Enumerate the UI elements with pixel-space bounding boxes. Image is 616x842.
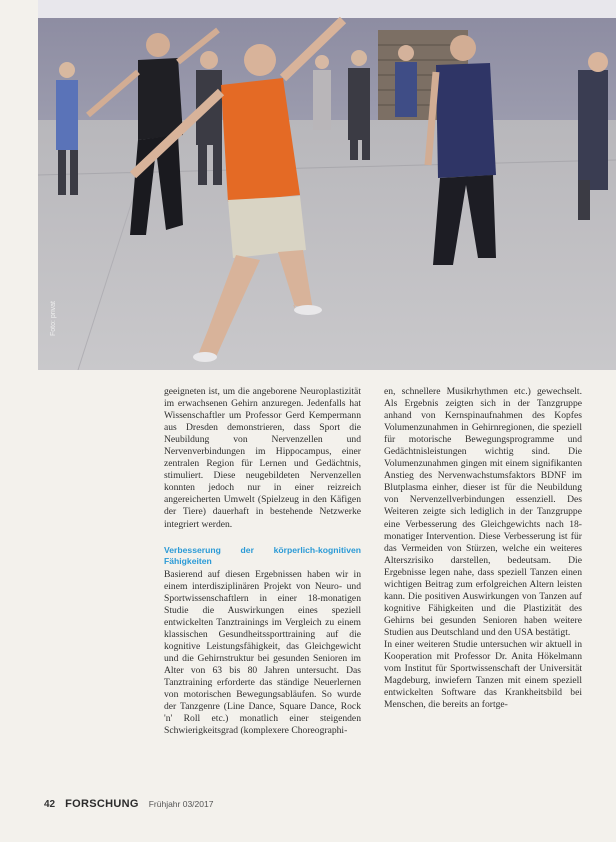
dance-class-photo [38, 0, 616, 370]
photo-illustration [38, 0, 616, 370]
article-column-left [164, 386, 361, 737]
article-paragraph: geeigneten ist, um die angeborene Neuroplastizität im erwachsenen Gehirn anzuregen. Jedenfalls hat Wissenschaftler um Professor Gerd Kempermann aus Dresden demonstrieren, dass Sport die Neubildung von Nervenzellen und Nervenverbindungen im Hippocampus, einer zentralen Region für Lernen und Gedächtnis, stimuliert. Diese neugebildeten Nervenzellen konnten jedoch nur in einer reizreich angereicherten Umwelt (Spielzeug in den Käfigen der Tiere) dauerhaft in bestehende Netzwerke integriert werden. [164, 386, 361, 530]
article-column-right [384, 386, 582, 711]
page-number: 42 [44, 799, 56, 810]
article-paragraph: In einer weiteren Studie untersuchen wir aktuell in Kooperation mit Professor Dr. Anita Hökelmann vom Institut für Sportwissenschaft der Universität Magdeburg, inwiefern Tanzen mit einem speziell entwickelten Software das Krankheitsbild bei Menschen, die bereits an fortge- [384, 638, 582, 711]
article-paragraph: en, schnellere Musikrhythmen etc.) gewechselt. Als Ergebnis zeigten sich in der Tanzgruppe anhand von Kernspinaufnahmen des Kopfes Volumenzunahmen in Gehirnregionen, die speziell für motorische Bewegungsprogramme und Gedächtnisleistungen wichtig sind. Die Volumenzunahmen gingen mit einem signifikanten Anstieg des Nervenwachstumsfaktors BDNF im Blutplasma einher, dieser ist für die Neubildung von Nervenzellverbindungen essenziell. Des Weiteren zeigte sich lediglich in der Tanzgruppe eine Verbesserung des Gleichgewichts nach 18-monatiger Intervention. Diese Verbesserung ist für das Vermeiden von Stürzen, welche ein weiteres Alterszrisiko darstellen, bedeutsam. Die Ergebnisse legen nahe, dass speziell Tanzen einen wichtigen Beitrag zum erfolgreichen Altern leisten kann. Die positiven Auswirkungen von Tanzen auf kognitive Fähigkeiten und die Plastizität des Gehirns bei gesunden Senioren haben weitere Studien aus Deutschland und den USA bestätigt. [384, 386, 582, 638]
issue-label: Frühjahr 03/2017 [148, 799, 214, 809]
magazine-name: FORSCHUNG [65, 798, 139, 810]
article-paragraph: Basierend auf diesen Ergebnissen haben wir in einem interdisziplinären Projekt von Neuro- und Sportwissenschaftlern in einer 18-monatigen Studie die Auswirkungen eines speziell entwickelten Tanztrainings im Vergleich zu einem klassischen Gesundheitssporttraining auf die kognitive Leistungsfähigkeit, das Gleichgewicht und die Gehirnstruktur bei gesunden Senioren im Alter von 63 bis 80 Jahren untersucht. Das Tanztraining erforderte das ständige Neuerlernen von motorischen Bewegungsabläufen. So wurde der Tanzgenre (Line Dance, Square Dance, Rock 'n' Roll etc.) monatlich einer steigenden Schwierigkeitsgrad (komplexere Choreographi- [164, 568, 361, 737]
section-subheading: Verbesserung der körperlich-kognitiven Fähigkeiten [164, 544, 361, 566]
photo-credit: Foto: privat [50, 300, 57, 336]
page-footer [44, 798, 213, 810]
